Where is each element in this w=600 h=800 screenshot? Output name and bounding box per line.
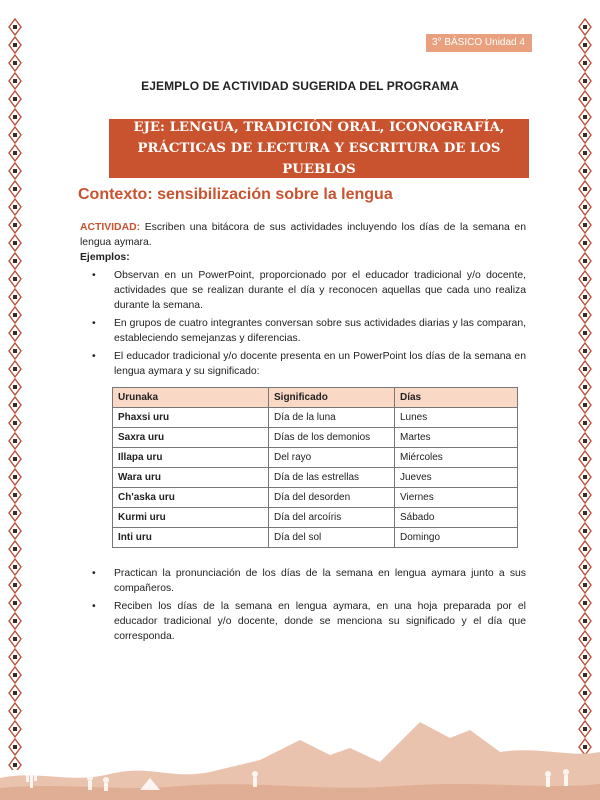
meaning: Día de la luna: [269, 408, 395, 428]
day: Lunes: [395, 408, 518, 428]
table-row: [113, 408, 518, 428]
activity-text: Escriben una bitácora de sus actividades incluyendo los días de la semana en lengua aymara.: [80, 222, 526, 248]
aymara-word: Ch'aska uru: [113, 488, 269, 508]
aymara-word: Inti uru: [113, 528, 269, 548]
axis-banner: [109, 119, 529, 178]
list-item: • El educador tradicional y/o docente presenta en un PowerPoint los días de la semana en lengua aymara y su significado:: [92, 351, 526, 377]
context-heading: Contexto: sensibilización sobre la lengua: [78, 186, 393, 203]
list-item: • En grupos de cuatro integrantes conversan sobre sus actividades diarias y las comparan, estableciendo semejanzas y diferencias.: [92, 318, 526, 344]
table-row: [113, 468, 518, 488]
aymara-word: Illapa uru: [113, 448, 269, 468]
aymara-word: Wara uru: [113, 468, 269, 488]
list-item: • Practican la pronunciación de los días de la semana en lengua aymara junto a sus compañeros.: [92, 568, 526, 594]
column-header: Urunaka: [113, 388, 269, 408]
days-table: [112, 387, 518, 548]
meaning: Del rayo: [269, 448, 395, 468]
andean-landscape-illustration: [0, 700, 600, 800]
bullet-list-bottom: [80, 566, 526, 647]
table-row: [113, 448, 518, 468]
grade-unit-tag: 3° BÁSICO Unidad 4: [426, 34, 532, 52]
day: Sábado: [395, 508, 518, 528]
column-header: Días: [395, 388, 518, 408]
meaning: Día del arcoíris: [269, 508, 395, 528]
day: Jueves: [395, 468, 518, 488]
bullet-icon: •: [92, 270, 96, 281]
bullet-icon: •: [92, 318, 96, 329]
bullet-list-top: [80, 268, 526, 382]
meaning: Día del sol: [269, 528, 395, 548]
aymara-word: Kurmi uru: [113, 508, 269, 528]
page-title: EJEMPLO DE ACTIVIDAD SUGERIDA DEL PROGRAMA: [141, 79, 459, 93]
bullet-icon: •: [92, 351, 96, 362]
table-row: [113, 508, 518, 528]
decorative-border-right: [578, 18, 592, 770]
activity-paragraph: [80, 220, 526, 250]
aymara-word: Phaxsi uru: [113, 408, 269, 428]
decorative-border-left: [8, 18, 22, 770]
bullet-icon: •: [92, 568, 96, 579]
column-header: Significado: [269, 388, 395, 408]
bullet-icon: •: [92, 601, 96, 612]
aymara-word: Saxra uru: [113, 428, 269, 448]
table-row: [113, 528, 518, 548]
meaning: Días de los demonios: [269, 428, 395, 448]
day: Martes: [395, 428, 518, 448]
table-row: [113, 428, 518, 448]
list-item: • Observan en un PowerPoint, proporcionado por el educador tradicional y/o docente, actividades que se realizan durante el día y reconocen aquellas que cada uno realiza durante la semana.: [92, 270, 526, 311]
list-item: • Reciben los días de la semana en lengua aymara, en una hoja preparada por el educador tradicional y/o docente, donde se menciona su significado y el día que corresponda.: [92, 601, 526, 642]
meaning: Día de las estrellas: [269, 468, 395, 488]
meaning: Día del desorden: [269, 488, 395, 508]
table-header-row: [113, 388, 518, 408]
day: Domingo: [395, 528, 518, 548]
day: Miércoles: [395, 448, 518, 468]
day: Viernes: [395, 488, 518, 508]
activity-label: ACTIVIDAD:: [80, 222, 141, 233]
table-row: [113, 488, 518, 508]
examples-label: Ejemplos:: [80, 252, 130, 263]
banner-line-1: EJE: LENGUA, TRADICIÓN ORAL, ICONOGRAFÍA,: [133, 120, 505, 135]
banner-line-2: PRÁCTICAS DE LECTURA Y ESCRITURA DE LOS PUEBLOS: [137, 141, 501, 177]
